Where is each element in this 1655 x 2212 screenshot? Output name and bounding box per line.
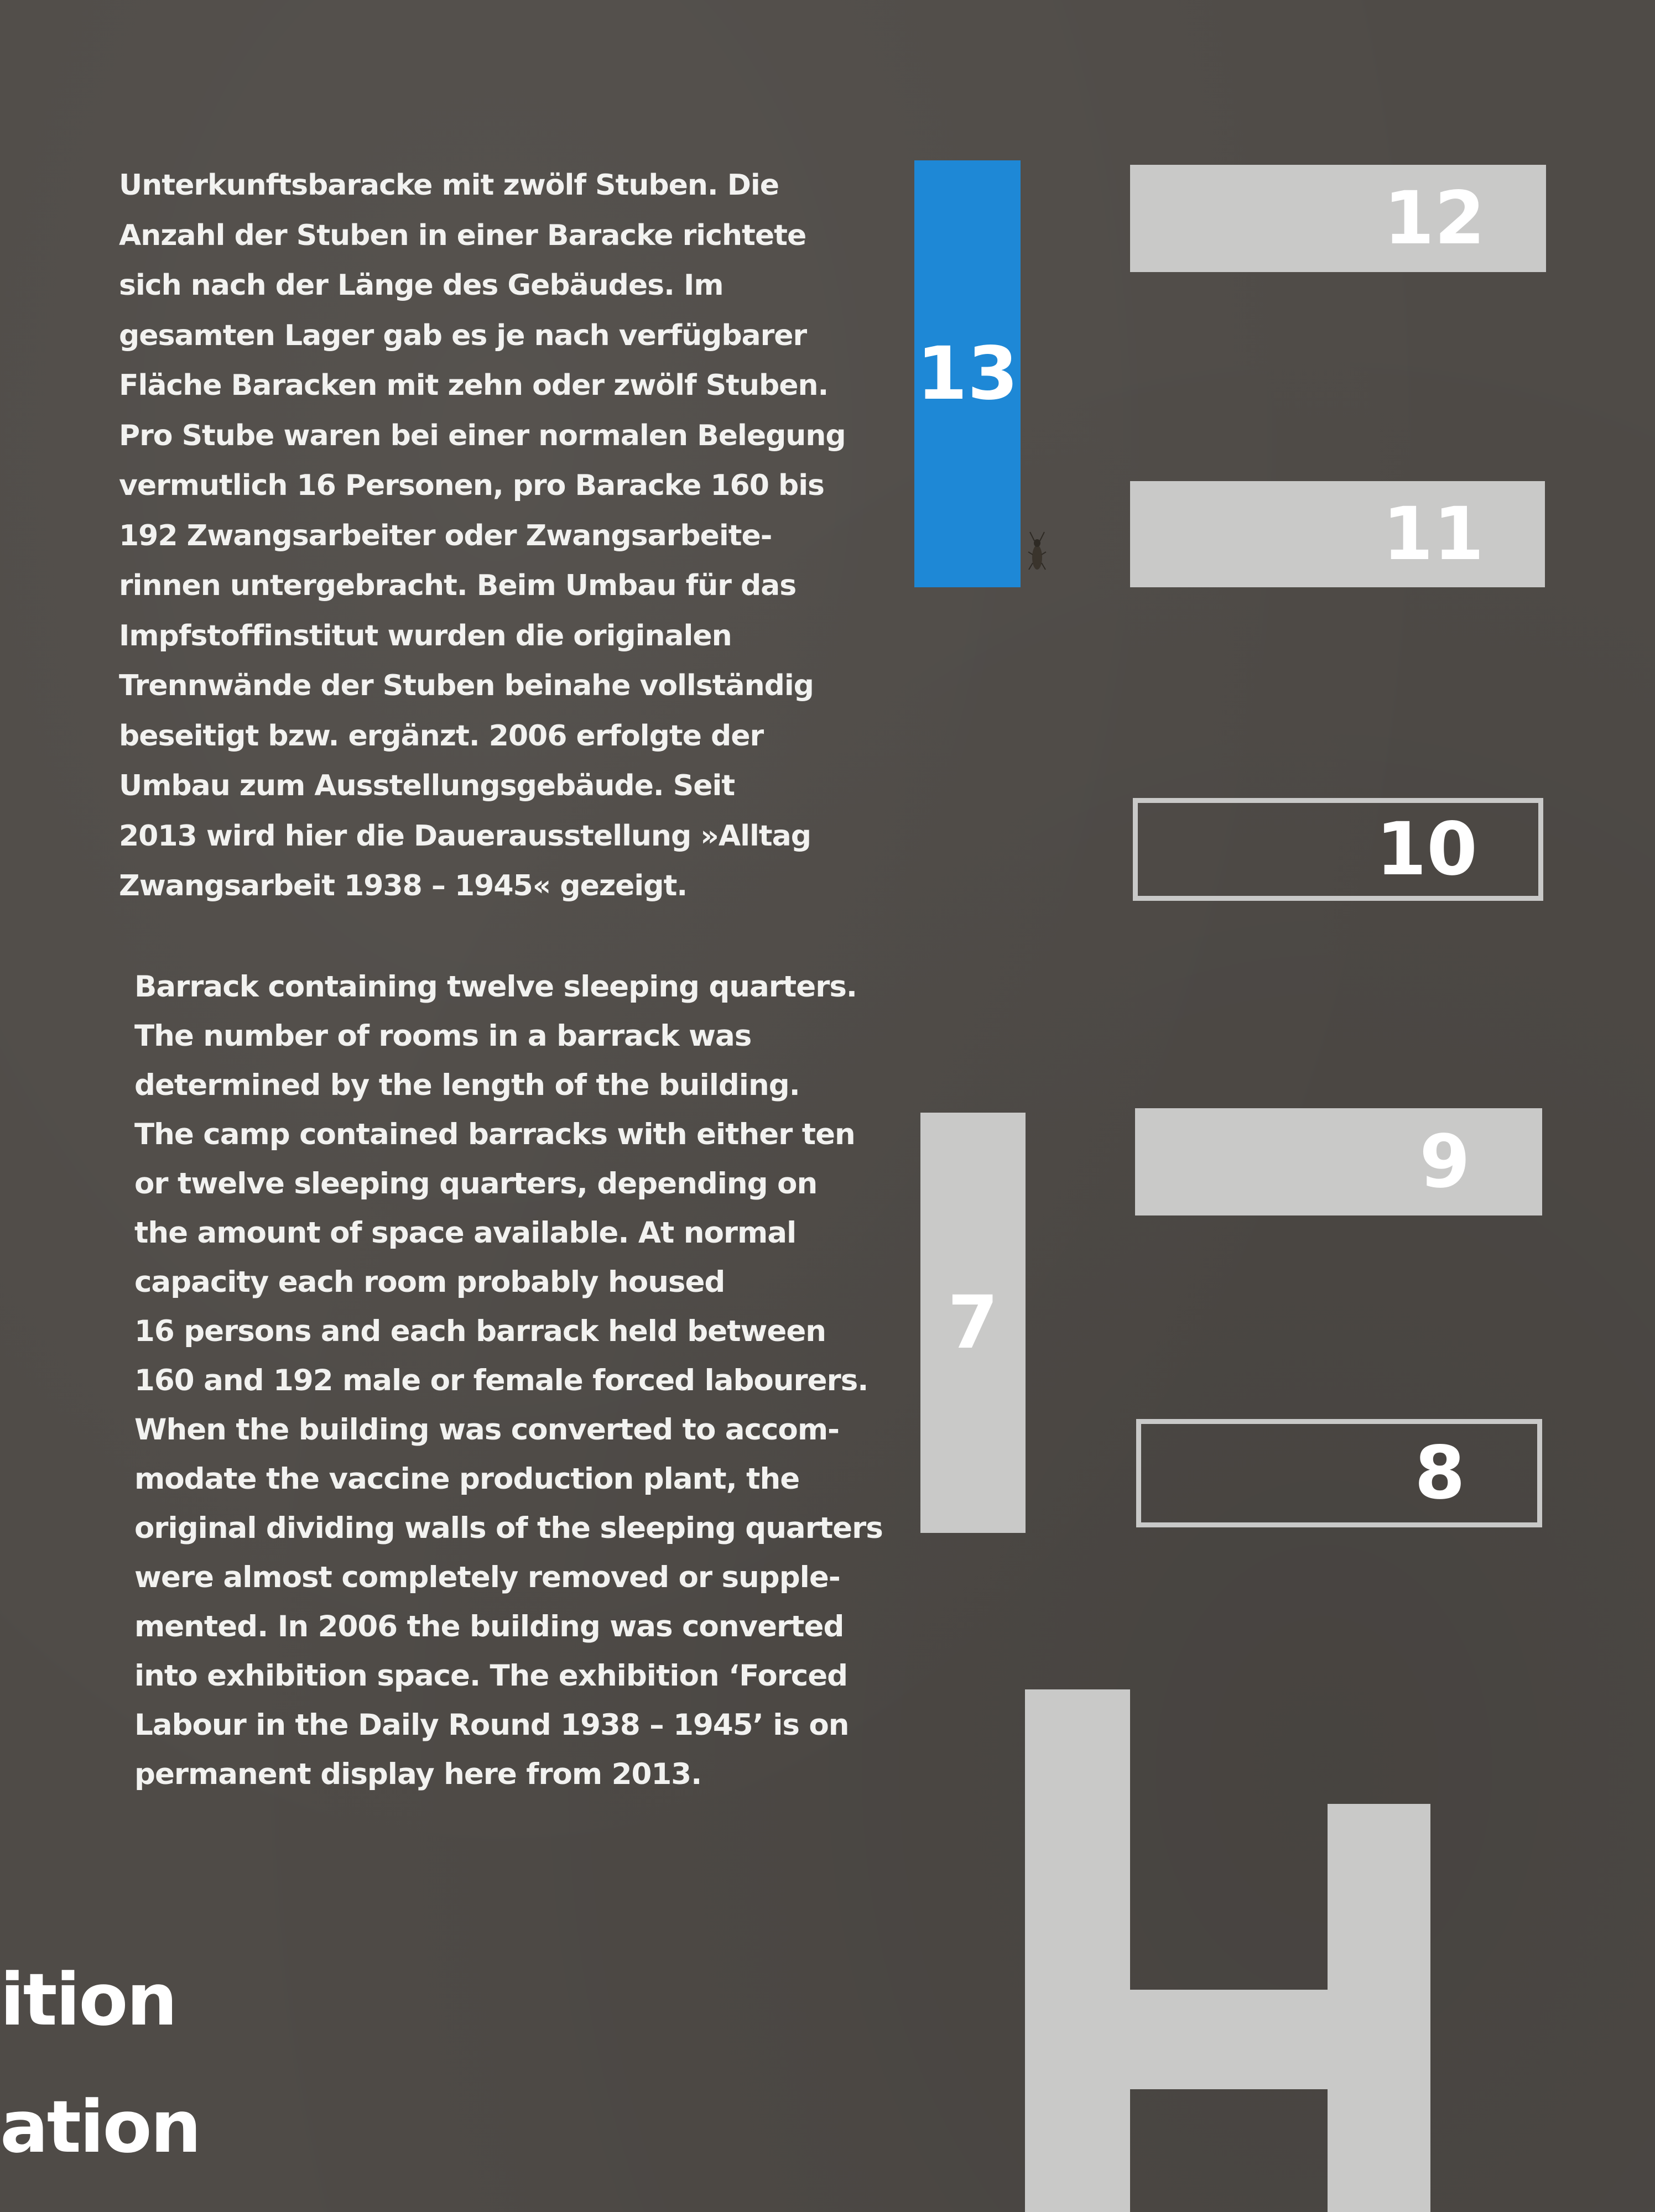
text-line: Barrack containing twelve sleeping quarters. <box>134 970 857 1004</box>
text-line: Impfstoffinstitut wurden die originalen <box>119 619 732 653</box>
text-line: gesamten Lager gab es je nach verfügbarer <box>119 319 807 352</box>
insect-icon <box>1028 530 1047 580</box>
room-number: 9 <box>1419 1119 1470 1204</box>
text-line: or twelve sleeping quarters, depending on <box>134 1167 818 1201</box>
text-line: original dividing walls of the sleeping quarters <box>134 1511 883 1545</box>
room-12 <box>1130 165 1546 272</box>
text-line: 16 persons and each barrack held between <box>134 1314 826 1348</box>
text-line: sich nach der Länge des Gebäudes. Im <box>119 269 724 302</box>
text-line: 160 and 192 male or female forced labourers. <box>134 1364 868 1397</box>
text-line: the amount of space available. At normal <box>134 1216 797 1250</box>
text-line: Anzahl der Stuben in einer Baracke richtete <box>119 218 806 252</box>
english-description <box>134 962 883 1799</box>
text-line: Zwangsarbeit 1938 – 1945« gezeigt. <box>119 869 688 902</box>
text-line: Labour in the Daily Round 1938 – 1945’ is on <box>134 1708 849 1742</box>
text-line: Unterkunftsbaracke mit zwölf Stuben. Die <box>119 169 779 202</box>
text-line: Umbau zum Ausstellungsgebäude. Seit <box>119 769 735 802</box>
text-line: The number of rooms in a barrack was <box>134 1019 752 1053</box>
text-line: Pro Stube waren bei einer normalen Belegung <box>119 419 846 452</box>
edge-text-fragment: ition <box>0 1958 176 2042</box>
room-number: 12 <box>1383 176 1485 261</box>
text-line: beseitigt bzw. ergänzt. 2006 erfolgte der <box>119 719 764 753</box>
h-shape-crossbar <box>1128 1990 1329 2089</box>
text-line: The camp contained barracks with either ten <box>134 1118 855 1151</box>
room-7 <box>920 1113 1026 1533</box>
edge-text-fragment: ation <box>0 2085 200 2169</box>
h-shape-left-bar <box>1025 1689 1130 2212</box>
text-line: capacity each room probably housed <box>134 1265 725 1299</box>
room-number: 8 <box>1414 1431 1465 1516</box>
text-line: When the building was converted to accom- <box>134 1413 840 1447</box>
room-11 <box>1130 481 1545 587</box>
text-line: into exhibition space. The exhibition ‘Forced <box>134 1659 848 1693</box>
room-9 <box>1135 1108 1542 1215</box>
text-line: 192 Zwangsarbeiter oder Zwangsarbeite- <box>119 519 772 552</box>
text-line: rinnen untergebracht. Beim Umbau für das <box>119 569 797 602</box>
room-number: 13 <box>917 331 1018 416</box>
room-10 <box>1133 798 1543 901</box>
text-line: Fläche Baracken mit zehn oder zwölf Stuben. <box>119 369 829 402</box>
text-line: 2013 wird hier die Dauerausstellung »Alltag <box>119 819 811 853</box>
text-line: vermutlich 16 Personen, pro Baracke 160 bis <box>119 469 824 502</box>
room-13-highlighted <box>914 160 1021 587</box>
text-line: mented. In 2006 the building was converted <box>134 1610 844 1644</box>
text-line: Trennwände der Stuben beinahe vollständig <box>119 669 814 702</box>
room-number: 10 <box>1376 807 1477 892</box>
room-number: 7 <box>948 1280 998 1365</box>
text-line: permanent display here from 2013. <box>134 1757 702 1791</box>
text-line: determined by the length of the building. <box>134 1068 800 1102</box>
room-number: 11 <box>1382 492 1484 577</box>
room-8 <box>1136 1419 1542 1527</box>
text-line: were almost completely removed or supple- <box>134 1561 840 1594</box>
german-description <box>119 160 846 911</box>
h-shape-right-bar <box>1328 1804 1430 2212</box>
text-line: modate the vaccine production plant, the <box>134 1462 800 1496</box>
